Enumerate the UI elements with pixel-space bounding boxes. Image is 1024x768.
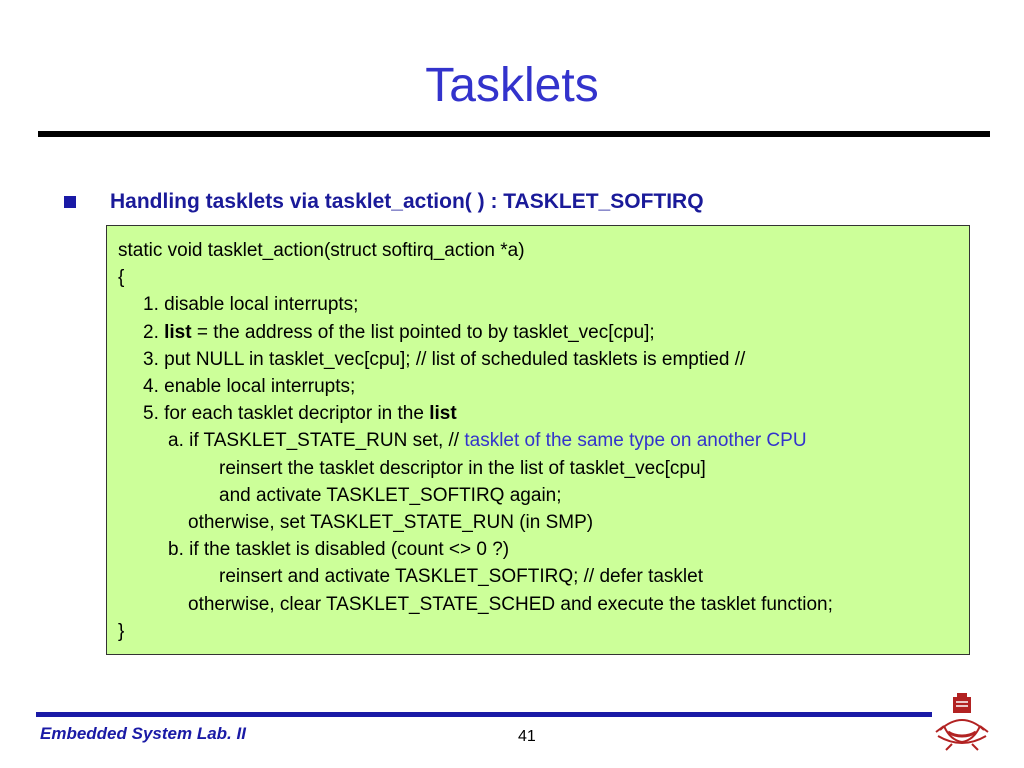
code-line-open-brace: { [118, 267, 125, 289]
code-line-otherwise-sched: otherwise, clear TASKLET_STATE_SCHED and execute the tasklet function; [188, 593, 833, 615]
page-number: 41 [518, 728, 536, 745]
footer-lab-name: Embedded System Lab. II [40, 724, 246, 743]
bullet-text: Handling tasklets via tasklet_action( ) : TASKLET_SOFTIRQ [110, 190, 704, 213]
code-line-step-3: 3. put NULL in tasklet_vec[cpu]; // list of scheduled tasklets is emptied // [143, 348, 746, 370]
code-line-step-1: 1. disable local interrupts; [143, 294, 359, 316]
code-line-step-5b: b. if the tasklet is disabled (count <> 0 ?) [168, 539, 510, 561]
step-2-keyword: list [164, 321, 192, 343]
step-5a-prefix: a. if TASKLET_STATE_RUN set, // [168, 430, 465, 452]
code-line-reinsert: reinsert the tasklet descriptor in the list of tasklet_vec[cpu] [219, 457, 706, 479]
step-2-prefix: 2. [143, 321, 165, 343]
step-5-prefix: 5. for each tasklet decriptor in the [143, 403, 430, 425]
title-divider [38, 131, 990, 137]
code-line-activate: and activate TASKLET_SOFTIRQ again; [219, 484, 562, 506]
bullet-item [64, 187, 704, 217]
code-box [106, 225, 970, 655]
bullet-square-icon [64, 196, 76, 208]
code-line-step-4: 4. enable local interrupts; [143, 376, 356, 398]
code-line-step-5 [118, 400, 969, 427]
code-line-signature: static void tasklet_action(struct softirq_action *a) [118, 240, 525, 261]
slide-title: Tasklets [425, 59, 599, 112]
code-line-close-brace: } [118, 620, 125, 642]
step-5-keyword: list [429, 403, 457, 425]
code-line-otherwise-run: otherwise, set TASKLET_STATE_RUN (in SMP) [188, 512, 594, 534]
university-seal-logo-icon [930, 692, 994, 756]
step-5a-comment: tasklet of the same type on another CPU [464, 430, 807, 452]
code-line-defer: reinsert and activate TASKLET_SOFTIRQ; // defer tasklet [219, 566, 703, 588]
code-line-step-5a [118, 427, 969, 454]
step-2-rest: = the address of the list pointed to by tasklet_vec[cpu]; [191, 321, 655, 343]
footer-divider [36, 712, 932, 717]
code-line-step-2 [118, 319, 969, 346]
